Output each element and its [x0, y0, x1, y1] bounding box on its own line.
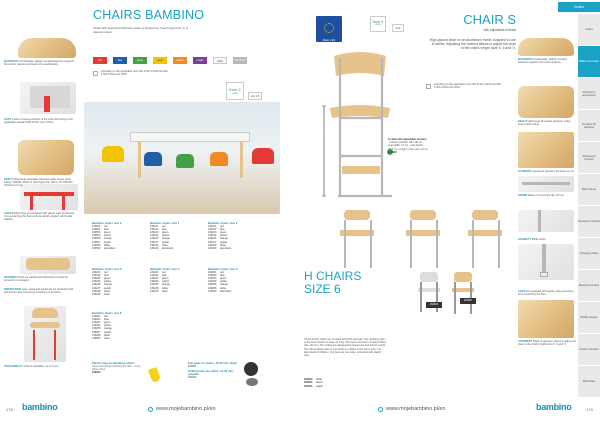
right-note-frame: [518, 194, 576, 197]
left-page-number: 178: [6, 407, 13, 412]
product-code: 133268: [92, 333, 101, 337]
right-note-legs-key: LEGS: [518, 290, 526, 293]
chair-s-backrest: [334, 52, 386, 76]
product-code: 133218: [150, 243, 159, 247]
note-caps: [4, 118, 78, 124]
h-chair-colour: white: [316, 378, 322, 381]
product-code: 133501: [92, 228, 101, 232]
left-subtitle: Chair with seat and backrest made of lacquered, beech plywood, in a natural colour.: [93, 26, 188, 34]
backrest-photo: [18, 38, 76, 58]
note-backrest-text: [4, 60, 78, 66]
note-seat-body: Profiled seat eliminates pressure under knees while sitting. FRAME: Made of round pipe dia. 18mm. PLYWOOD: Thickness 6 mm.: [4, 178, 74, 188]
knitted-pads-heading: Knitted pads for chairs, 16-22 mm, graphite: [188, 369, 234, 377]
product-code: 133237: [92, 286, 101, 290]
h-chair-photo-2: [450, 272, 476, 316]
product-code: 133245: [150, 283, 159, 287]
right-note-legs: [518, 290, 576, 296]
stack-photo: [24, 306, 66, 362]
product-code: 133229: [208, 246, 217, 250]
product-colour: silver: [104, 292, 110, 296]
h-chair-row: [304, 385, 323, 388]
color-swatch-yellow: yellow: [153, 57, 167, 64]
product-code: 133261: [92, 315, 101, 319]
right-from-badge-sub: years: [375, 24, 381, 26]
product-colour: green: [220, 231, 227, 235]
product-code: 133234: [92, 280, 101, 284]
caps-accessory: [92, 362, 148, 374]
product-code: 133214: [150, 234, 159, 238]
note-packing-key: PACKING: [4, 276, 16, 279]
color-swatch-white: white: [213, 57, 227, 64]
right-note-footrest-key: FOOTREST: [518, 340, 533, 343]
knitted-pad-image: [246, 378, 258, 386]
product-code: 133508: [92, 243, 101, 247]
eu-flag: [316, 16, 342, 42]
left-url[interactable]: www.mojebambino.pl/en: [156, 406, 216, 412]
product-colour: yellow: [220, 234, 227, 238]
product-code: 133248: [150, 286, 159, 290]
category-tab[interactable]: Tables and chairs: [578, 46, 600, 78]
product-colour: white: [220, 286, 226, 290]
product-colour: green: [104, 321, 111, 325]
product-colour: blue: [104, 274, 109, 278]
packing-photo: [20, 256, 76, 274]
category-tab[interactable]: Chairs: [578, 14, 600, 46]
code-list-row: [92, 337, 147, 340]
product-colour: red: [162, 225, 166, 229]
left-title: CHAIRS BAMBINO: [93, 8, 205, 22]
h-chairs-title: H CHAIRS SIZE 6: [304, 269, 362, 296]
product-code: 133222: [208, 228, 217, 232]
note-backrest-key: BACKREST: [4, 60, 19, 63]
chair-s-footrest: [342, 166, 380, 174]
right-note-legs-body: Are equipped with plastic caps preventing from scratching the floor.: [518, 290, 574, 297]
note-seat-key: SEAT: [4, 178, 11, 181]
chair-s-spec-text: - footrest position: 28 x 38 cm - seat width: 37 cm - seat depth: 36.5 cm - height of the seat: 46 cm: [388, 141, 428, 151]
note-protection: [4, 288, 78, 294]
h-chair-colour: beech: [316, 381, 323, 385]
product-code: 133231: [92, 271, 101, 275]
product-code: 133238: [92, 289, 101, 293]
chair-s-spec: [388, 138, 428, 154]
chair-s-frame: [338, 58, 392, 196]
right-plywood-photo: [518, 132, 574, 168]
product-colour: blue: [104, 228, 109, 232]
product-code: 133201: [92, 225, 101, 229]
code-list-heading: Bambino chairs size 3: [92, 267, 122, 271]
knitted-pads-code: 400002: [188, 376, 197, 380]
norm-icon: [93, 71, 98, 76]
right-frame-photo: [518, 176, 574, 192]
category-tab[interactable]: Furniture for teachers: [578, 110, 600, 142]
category-tab[interactable]: Changing tables: [578, 238, 600, 270]
product-code: 133269: [92, 336, 101, 340]
product-code: 133211: [150, 225, 159, 229]
right-note-footrest: [518, 340, 576, 346]
product-colour: red: [104, 315, 108, 319]
legs-photo: [20, 184, 78, 210]
right-backrest-photo: [518, 38, 574, 56]
right-norm-note: According to the applicable norm EN 1729-1:2015 and EN 1729-2:2012+A1:2015: [434, 83, 501, 90]
product-code: 133249: [150, 289, 159, 293]
right-note-seat-key: SEAT: [518, 120, 525, 123]
product-colour: aluminium: [220, 289, 232, 293]
chair-s-illustration: [320, 46, 420, 206]
product-colour: yellow: [104, 324, 111, 328]
felt-pads-code: 400001: [188, 365, 197, 369]
product-code: 133225: [208, 237, 217, 241]
product-colour: yellow: [162, 280, 169, 284]
category-tab[interactable]: Montessori accessories: [578, 78, 600, 110]
h-chair-colour: maple: [316, 384, 323, 388]
product-code: 133241: [150, 271, 159, 275]
chair-s-spec-title: S chair with adjustable footrest: [388, 138, 427, 141]
product-colour: red: [220, 225, 224, 229]
product-colour: white: [104, 289, 110, 293]
product-colour: yellow: [162, 234, 169, 238]
product-code: 133263: [92, 321, 101, 325]
product-colour: aluminium: [162, 246, 174, 250]
right-note-backrest-key: BACKREST: [518, 58, 533, 61]
code-list: [92, 312, 147, 340]
category-tab[interactable]: Mobile storage: [578, 302, 600, 334]
product-colour: green: [220, 277, 227, 281]
h-chairs-row: [304, 208, 514, 268]
right-note-backrest: [518, 58, 576, 64]
code-list-row: [208, 290, 263, 293]
h-chair-badge-2: 264827: [460, 298, 476, 304]
product-colour: green: [162, 277, 169, 281]
code-list-heading: Bambino chairs size 5: [208, 267, 238, 271]
product-colour: orange: [104, 237, 112, 241]
right-note-stability: [518, 238, 576, 241]
note-packing-body: Chairs are packed and delivered in boxes for protection in transport.: [4, 276, 68, 283]
code-list-heading: Bambino chairs size 1: [150, 221, 180, 225]
product-code: 133251: [208, 271, 217, 275]
cap-image: [148, 367, 161, 383]
product-code: 133212: [150, 228, 159, 232]
product-colour: orange: [162, 283, 170, 287]
note-packing: [4, 276, 78, 282]
product-code: 133259: [208, 289, 217, 293]
h-chair-code: 264824: [304, 381, 313, 385]
product-colour: purple: [162, 240, 169, 244]
note-protection-key: PROTECTION: [4, 288, 22, 291]
right-page-number: 179: [586, 407, 593, 412]
color-swatch-purple: purple: [193, 57, 207, 64]
product-code: 133235: [92, 283, 101, 287]
category-tab[interactable]: Sleeping furniture: [578, 270, 600, 302]
product-code: 133255: [208, 283, 217, 287]
code-list: [150, 268, 205, 293]
code-list-row: [92, 247, 147, 250]
product-code: 133242: [150, 274, 159, 278]
product-colour: green: [104, 277, 111, 281]
color-swatch-red: red: [93, 57, 107, 64]
code-list-row: [92, 293, 147, 296]
product-code: 133507: [92, 240, 101, 244]
product-colour: orange: [220, 283, 228, 287]
chair-s-dim: [322, 106, 326, 196]
from-age-badge-sub: years: [232, 92, 238, 95]
h-chair-code: 264823: [304, 378, 313, 381]
product-colour: white: [104, 333, 110, 337]
right-note-seat-body: Profiled seat eliminates pressure under knees while sitting.: [518, 120, 571, 127]
product-colour: red: [220, 271, 224, 275]
product-colour: orange: [104, 283, 112, 287]
right-description: High-placed chair on an aluminium frame. Adapted to use in tables. Adjusting the footrest allows to adjust the chair to the child's height (size 5, 6 and 7).: [429, 38, 516, 51]
product-colour: yellow: [104, 280, 111, 284]
from-age-badge-text: from 2: [229, 87, 241, 92]
product-colour: purple: [104, 240, 111, 244]
product-code: 133227: [208, 240, 217, 244]
product-code: 133258: [208, 286, 217, 290]
product-colour: blue: [220, 228, 225, 232]
right-seat-photo: [518, 86, 574, 118]
code-list-row: [208, 247, 263, 250]
color-swatch-aluminium: aluminium: [234, 59, 246, 62]
product-colour: yellow: [220, 280, 227, 284]
left-norm-note: According to the applicable norm EN 1729-1:2015 and EN 1729-2:2012+A1:2015: [101, 70, 168, 77]
product-code: 133265: [92, 327, 101, 331]
chairs-header-tag: Chairs: [558, 2, 600, 12]
product-code: 133254: [208, 280, 217, 284]
product-colour: orange: [162, 237, 170, 241]
product-colour: red: [162, 271, 166, 275]
product-colour: orange: [220, 237, 228, 241]
product-colour: white: [220, 243, 226, 247]
right-stability-photo: [518, 210, 574, 232]
product-colour: blue: [104, 318, 109, 322]
right-from-badge-text: from 5: [372, 20, 384, 24]
note-stackability-body: Chair is stackable, up to 5 pcs.: [23, 365, 59, 368]
seat-photo: [18, 140, 74, 175]
right-url[interactable]: www.mojebambino.pl/en: [386, 406, 446, 412]
product-code: 133219: [150, 246, 159, 250]
note-stackability: [4, 365, 78, 368]
product-colour: green: [162, 231, 169, 235]
right-page: [300, 0, 600, 424]
note-legs-key: LEGS: [4, 212, 12, 215]
right-title: CHAIR S: [463, 12, 516, 27]
code-list: [92, 222, 147, 250]
code-list: [208, 222, 263, 250]
product-colour: blue: [162, 228, 167, 232]
product-colour: yellow: [104, 234, 111, 238]
color-swatch-green: green: [133, 57, 147, 64]
product-colour: silver: [162, 289, 168, 293]
right-note-stability-body: White stops: [531, 238, 546, 241]
product-colour: blue: [162, 274, 167, 278]
product-code: 133503: [92, 231, 101, 235]
code-list-heading: Bambino chairs size 0: [92, 221, 122, 225]
category-tab[interactable]: Wardrobes: [578, 366, 600, 398]
product-code: 133217: [150, 240, 159, 244]
product-colour: orange: [104, 327, 112, 331]
caps-accessory-text: Caps preventing scratching the floor - 4 pcs., white colour: [92, 365, 142, 372]
product-colour: purple: [104, 330, 111, 334]
felt-pad-image: [244, 362, 258, 376]
note-seat: [4, 178, 78, 188]
product-colour: blue: [220, 274, 225, 278]
color-swatch-orange: orange: [173, 57, 187, 64]
note-caps-key: CAPS: [4, 118, 12, 121]
note-caps-body: Colour of caps (end tips) of the chair according to the applicable standard EN 1729-1 and 1729-2.: [4, 118, 73, 125]
note-protection-body: Legs, seats and backrests are protected with anti-shock caps preventing scratching of furniture.: [4, 288, 74, 295]
product-code: 133505: [92, 237, 101, 241]
right-footrest-photo: [518, 300, 574, 338]
from-age-badge: [226, 82, 244, 100]
product-colour: aluminium: [104, 246, 116, 250]
felt-pads-heading: Felt pads for chairs, 16-22 mm, black: [188, 361, 237, 365]
chair-s-code: 133408: [388, 150, 397, 154]
product-colour: green: [104, 231, 111, 235]
code-list: [92, 268, 147, 296]
h-chair-code: 264825: [304, 384, 313, 388]
code-list: [208, 268, 263, 293]
right-note-backrest-body: Comfortable, slightly rounded backrest supports the correct posture.: [518, 58, 567, 65]
category-tab[interactable]: Wall shelves: [578, 174, 600, 206]
product-code: 133509: [92, 246, 101, 250]
category-tab[interactable]: Outdoor furniture: [578, 334, 600, 366]
right-size-badge: size: [392, 24, 404, 32]
product-colour: red: [104, 225, 108, 229]
product-code: 133233: [92, 277, 101, 281]
product-code: 133215: [150, 237, 159, 241]
h-chairs-description: These sturdy chairs are covered with HPL laminate. The tamberg color is the best solution to keep as long. The frame structure of steel profiles (dia. 18 mm). The chairs are designed for classroom and school needs. The frame allows also to use chairs on tables of the same size. It is also ideal for children. Our legs are non-wide, protected with plastic caps.: [304, 338, 386, 358]
product-code: 133243: [150, 277, 159, 281]
right-note-plywood-body: Lacquered plywood, thickness 6 mm.: [531, 170, 575, 173]
right-norm-icon: [426, 84, 431, 89]
note-legs: [4, 212, 78, 222]
note-legs-body: Rubber-legs are equipped with plastic caps preventing from scratching the floor and are slightly angled, which aids stability.: [4, 212, 75, 222]
left-brand-logo: bambino: [22, 402, 58, 412]
eu-flag-label: Made in EU: [322, 39, 336, 42]
product-code: 133223: [208, 231, 217, 235]
product-code: 133262: [92, 318, 101, 322]
right-subtitle: with adjustable footrest: [483, 28, 516, 32]
right-note-plywood-key: PLYWOOD: [518, 170, 532, 173]
product-code: 133267: [92, 330, 101, 334]
product-code: 133244: [150, 280, 159, 284]
product-colour: red: [104, 271, 108, 275]
product-code: 133213: [150, 231, 159, 235]
product-colour: purple: [220, 240, 227, 244]
caps-accessory-heading: Plastic caps for Bambino chairs: [92, 361, 135, 365]
caps-accessory-code: 133290: [92, 371, 101, 375]
product-colour: white: [162, 286, 168, 290]
right-from-badge: [370, 16, 386, 32]
product-code: 133504: [92, 234, 101, 238]
product-colour: white: [104, 243, 110, 247]
product-code: 133252: [208, 274, 217, 278]
right-legs-photo: [518, 244, 574, 280]
product-code: 133221: [208, 225, 217, 229]
classroom-photo: [84, 102, 280, 214]
right-note-plywood: [518, 170, 576, 173]
color-swatch-blue: blue: [113, 57, 127, 64]
felt-pads: [188, 362, 238, 379]
product-code: 133253: [208, 277, 217, 281]
product-code: 133232: [92, 274, 101, 278]
right-globe-icon: [378, 407, 383, 412]
right-note-frame-key: FRAME: [518, 194, 528, 197]
category-tab[interactable]: Reception furniture: [578, 206, 600, 238]
code-list: [150, 222, 205, 250]
product-colour: aluminium: [220, 246, 232, 250]
category-tab[interactable]: Montessori furniture: [578, 142, 600, 174]
right-brand-logo: bambino: [536, 402, 572, 412]
code-list-heading: Bambino chairs size 4: [150, 267, 180, 271]
note-stackability-key: STACKABILITY: [4, 365, 23, 368]
product-code: 133224: [208, 234, 217, 238]
note-backrest-body: Comfortable, slightly rounded backrest supports the correct posture and looks very aesthetically.: [4, 60, 75, 67]
size-badge: size 1-5: [248, 92, 262, 100]
left-globe-icon: [148, 407, 153, 412]
product-colour: silver: [104, 336, 110, 340]
code-list-heading: Bambino chairs size 6: [92, 311, 122, 315]
product-code: 133264: [92, 324, 101, 328]
right-note-seat: [518, 120, 576, 126]
code-list-heading: Bambino chairs size 2: [208, 221, 238, 225]
right-note-stability-key: STABILITY: [518, 238, 532, 241]
caps-photo: [20, 82, 76, 114]
code-list-row: [150, 247, 205, 250]
right-note-footrest-body: Made of plywood, allows to adjust the chair to the child's height (size 5, 6 and 7).: [518, 340, 576, 347]
code-list-row: [150, 290, 205, 293]
product-colour: white: [162, 243, 168, 247]
product-colour: purple: [104, 286, 111, 290]
product-code: 133228: [208, 243, 217, 247]
h-chair-badge-1: 264823: [426, 302, 442, 308]
product-code: 133239: [92, 292, 101, 296]
right-note-frame-body: Made of round pipe dia. 25 mm.: [527, 194, 565, 197]
